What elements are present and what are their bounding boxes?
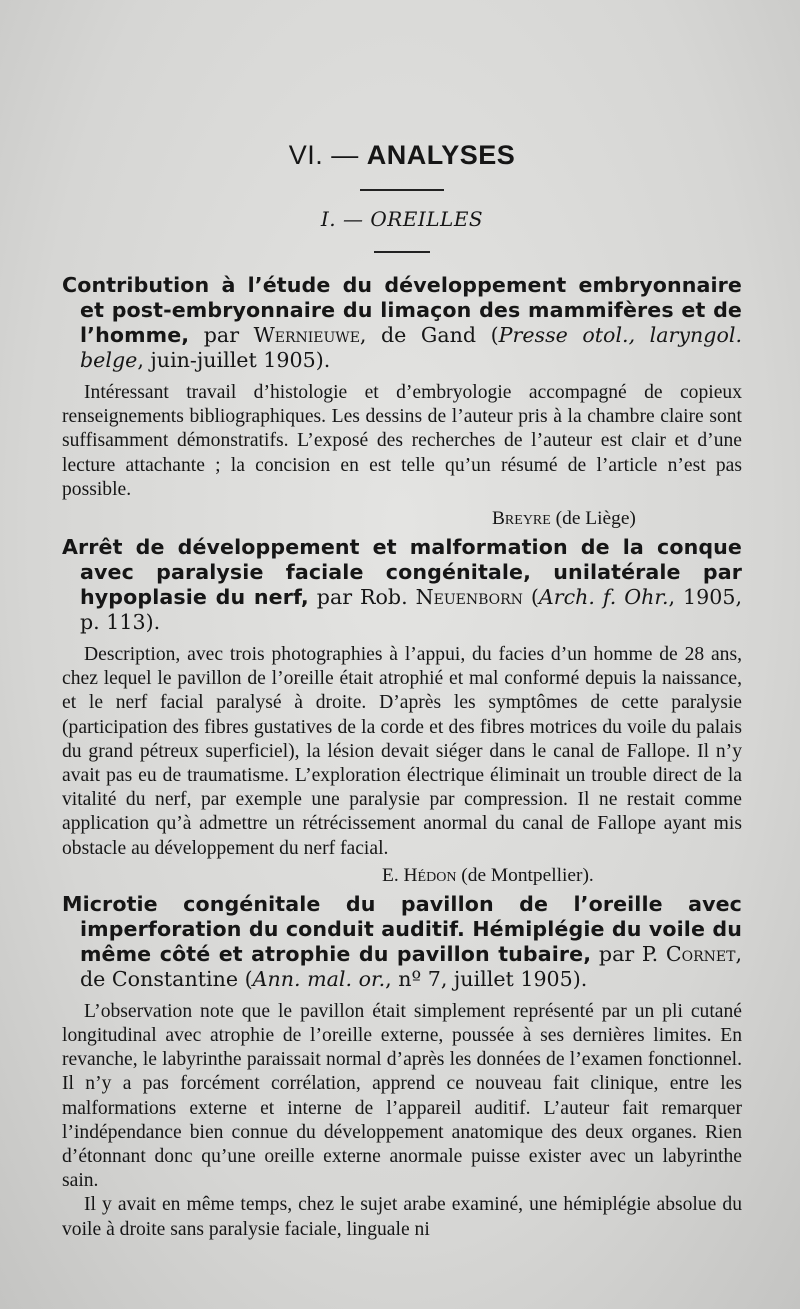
- article-2: [62, 535, 742, 888]
- article-3-author: Cornet: [665, 941, 736, 966]
- section-name: ANALYSES: [366, 140, 516, 170]
- section-rule: [360, 189, 444, 191]
- article-2-author: Neuenborn: [415, 585, 523, 610]
- article-3-paragraph-2: Il y avait en même temps, chez le sujet arabe examiné, une hémiplégie absolue du voile à droite sans paralysie faciale, linguale ni: [62, 1194, 742, 1240]
- article-1: [62, 273, 742, 531]
- article-1-reviewer: Breyre (de Liège): [492, 508, 636, 530]
- subsection-rule: [374, 251, 430, 253]
- article-1-paragraph: Intéressant travail d’histologie et d’embryologie accompagné de copieux renseignements bibliographiques. Les dessins de l’auteur pris à la chambre claire sont suffisamment démonstratifs. L’exposé des recherches de l’auteur est clair et d’une lecture attachante ; la concision en est telle qu’un résumé de l’article n’est pas possible.: [62, 382, 742, 500]
- section-number: VI. —: [288, 140, 367, 170]
- article-3: [62, 892, 742, 1242]
- section-title: [62, 140, 742, 171]
- article-2-journal: Arch. f. Ohr.: [538, 585, 669, 610]
- article-1-author: Wernieuwe: [253, 323, 360, 347]
- article-2-paragraph: Description, avec trois photographies à l’appui, du facies d’un homme de 28 ans, chez lequel le pavillon de l’oreille était atrophié et mal conformé depuis la naissance, et le nerf facial paralysé à droite. D’après les symptômes de cette paralysie (participation des fibres gustatives de la corde et des fibres motrices du voile du palais du grand pétreux superficiel), la lésion devait siéger dans le canal de Fallope. Il n’y avait pas eu de traumatisme. L’exploration électrique éliminait un trouble direct de la vitalité du nerf, par exemple une paralysie par compression. Il ne restait comme application qu’à admettre un rétrécissement anormal du canal de Fallope ayant mis obstacle au développement du nerf facial.: [62, 644, 742, 859]
- article-3-paragraph-1: L’observation note que le pavillon était simplement représenté par un pli cutané longitudinal avec atrophie de l’oreille externe, poussée à ses dernières limites. En revanche, le labyrinthe paraissait normal d’après les données de l’examen fonctionnel. Il n’y a pas forcément corrélation, apprend ce nouveau fait clinique, entre les malformations externe et interne de l’appareil auditif. L’auteur fait remarquer l’indépendance bien connue du développement anatomique des deux organes. Rien d’étonnant donc qu’une oreille externe anormale puisse exister avec un labyrinthe sain.: [62, 1000, 742, 1192]
- article-1-journal: Presse otol., laryngol. belge: [80, 323, 742, 372]
- subsection-title: I. — OREILLES: [320, 207, 484, 231]
- article-2-reviewer: E. Hédon (de Montpellier).: [382, 864, 594, 886]
- article-2-title: Arrêt de développement et malformation de la conque avec paralysie faciale congénitale, unilatérale par hypoplasie du nerf,: [62, 535, 742, 610]
- article-1-heading: Contribution à l’étude du développement embryonnaire et post-embryonnaire du limaçon des mammifères et de l’homme, par Wernieuwe, de Gand (Presse otol., laryngol. belge, juin-juillet 1905).: [62, 273, 742, 372]
- article-3-heading: Microtie congénitale du pavillon de l’oreille avec imperforation du conduit auditif. Hémiplégie du voile du même côté et atrophie du pavillon tubaire, par P. Cornet, de Constantine (Ann. mal. or., nº 7, juillet 1905).: [62, 891, 743, 991]
- article-3-title: Microtie congénitale du pavillon de l’oreille avec imperforation du conduit auditif. Hémiplégie du voile du même côté et atrophie du pavillon tubaire,: [62, 891, 742, 966]
- article-2-heading: Arrêt de développement et malformation de la conque avec paralysie faciale congénitale, unilatérale par hypoplasie du nerf, par Rob. Neuenborn (Arch. f. Ohr., 1905, p. 113).: [62, 535, 742, 635]
- article-1-title: Contribution à l’étude du développement embryonnaire et post-embryonnaire du limaçon des mammifères et de l’homme,: [62, 273, 742, 347]
- article-3-journal: Ann. mal. or.: [252, 966, 386, 991]
